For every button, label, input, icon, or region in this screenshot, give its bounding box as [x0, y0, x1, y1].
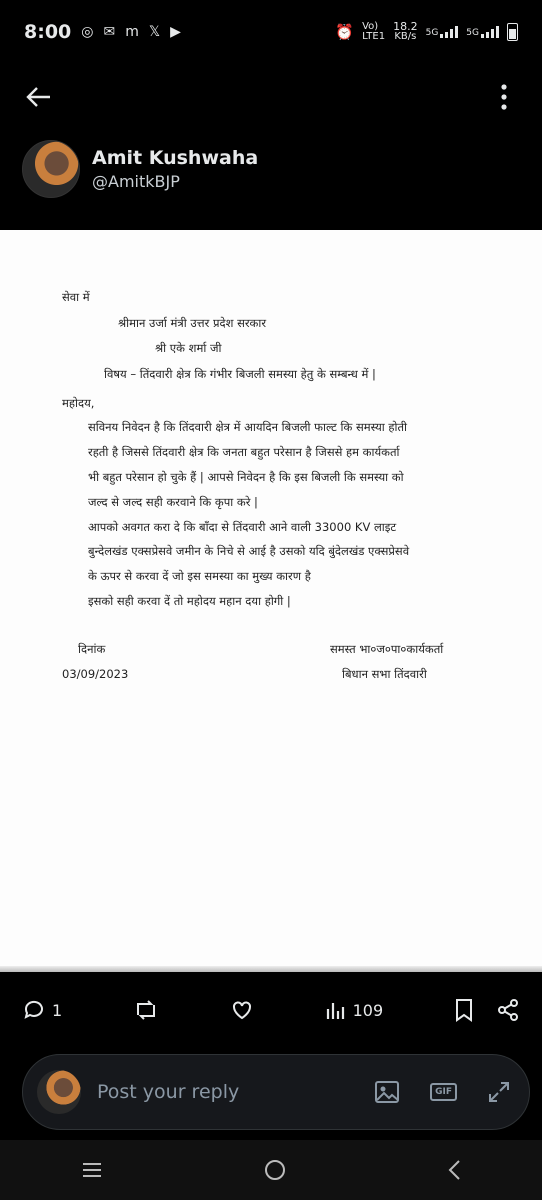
avatar [37, 1070, 81, 1114]
signal-5g-2: 5G [466, 26, 499, 38]
avatar[interactable] [22, 140, 80, 198]
views-count: 109 [352, 1000, 384, 1020]
mail-icon: ✉ [103, 24, 116, 40]
signal-bars-icon [440, 26, 458, 38]
post-author[interactable] [22, 140, 258, 198]
signal-5g-1: 5G [426, 26, 459, 38]
volte-indicator: Vo) LTE1 [362, 21, 386, 42]
share-icon[interactable] [496, 998, 520, 1022]
more-options-icon[interactable] [486, 79, 522, 115]
signal-bars-icon [481, 26, 499, 38]
letter-body-1: सविनय निवेदन है कि तिंदवारी क्षेत्र में आयदिन बिजली फाल्ट कि समस्या होती [88, 420, 407, 434]
status-time: 8:00 [24, 21, 72, 43]
letter-greeting: महोदय, [62, 396, 95, 410]
author-handle[interactable]: @AmitkBJP [92, 172, 180, 191]
recent-apps-icon[interactable] [81, 1161, 103, 1179]
letter-date-value: 03/09/2023 [62, 667, 129, 681]
back-icon[interactable] [447, 1159, 461, 1181]
system-nav-bar [0, 1140, 542, 1200]
x-logo-icon: 𝕏 [148, 24, 161, 40]
letter-body-6: बुन्देलखंड एक्सप्रेसवे जमीन के निचे से आई है उसको यदि बुंदेलखंड एक्सप्रेसवे [88, 544, 410, 558]
letter-body-8: इसको सही करवा दें तो महोदय महान दया होगी | [88, 594, 291, 608]
expand-icon[interactable] [487, 1080, 511, 1104]
letter-subject: विषय – तिंदवारी क्षेत्र कि गंभीर बिजली समस्या हेतु के सम्बन्ध में | [104, 367, 376, 381]
status-bar [0, 0, 542, 64]
reply-count: 1 [52, 1000, 63, 1020]
reply-button[interactable] [22, 998, 62, 1022]
heart-icon [230, 998, 254, 1022]
reply-icon [22, 998, 46, 1022]
letter-body-5: आपको अवगत करा दे कि बाँदा से तिंदवारी आने वाली 33000 KV लाइट [88, 520, 397, 534]
post-actions [0, 990, 542, 1030]
network-speed: 18.2 KB/s [393, 20, 418, 42]
paper-edge [0, 966, 542, 972]
gif-icon[interactable]: GIF [430, 1083, 457, 1101]
views-icon [325, 999, 347, 1021]
repost-icon [133, 998, 159, 1022]
author-name[interactable]: Amit Kushwaha [92, 147, 259, 169]
letter-date-label: दिनांक [78, 642, 106, 656]
views-button[interactable] [325, 999, 384, 1021]
letter-body-2: रहती है जिससे तिंदवारी क्षेत्र कि जनता बहुत परेसान है जिससे हम कार्यकर्ता [88, 445, 400, 459]
repost-button[interactable] [133, 998, 159, 1022]
like-button[interactable] [230, 998, 254, 1022]
reply-input[interactable] [95, 1080, 374, 1104]
letter-body-3: भी बहुत परेसान हो चुके हैं | आपसे निवेदन है कि इस बिजली कि समस्या को [88, 470, 404, 484]
letter-signature-2: बिधान सभा तिंदवारी [342, 667, 427, 681]
youtube-icon: ▶ [170, 24, 181, 40]
letter-body-7: के ऊपर से करवा दें जो इस समस्या का मुख्य कारण है [88, 569, 311, 583]
letter-addressee-1: श्रीमान उर्जा मंत्री उत्तर प्रदेश सरकार [118, 316, 267, 330]
letter-body-4: जल्द से जल्द सही करवाने कि कृपा करे | [88, 495, 258, 509]
letter-signature-1: समस्त भा०ज०पा०कार्यकर्ता [330, 642, 444, 656]
instagram-icon: ◎ [81, 24, 94, 40]
bookmark-icon[interactable] [454, 998, 474, 1022]
reply-composer [22, 1054, 530, 1130]
image-icon[interactable] [374, 1080, 400, 1104]
back-arrow-icon[interactable] [20, 79, 56, 115]
alarm-icon: ⏰ [335, 23, 355, 41]
top-bar [0, 72, 542, 122]
m-app-icon: m [125, 24, 139, 40]
post-image-letter[interactable] [0, 230, 542, 972]
battery-icon [507, 23, 518, 41]
home-icon[interactable] [264, 1159, 286, 1181]
letter-addressee-2: श्री एके शर्मा जी [155, 341, 222, 355]
letter-salutation: सेवा में [62, 290, 90, 304]
